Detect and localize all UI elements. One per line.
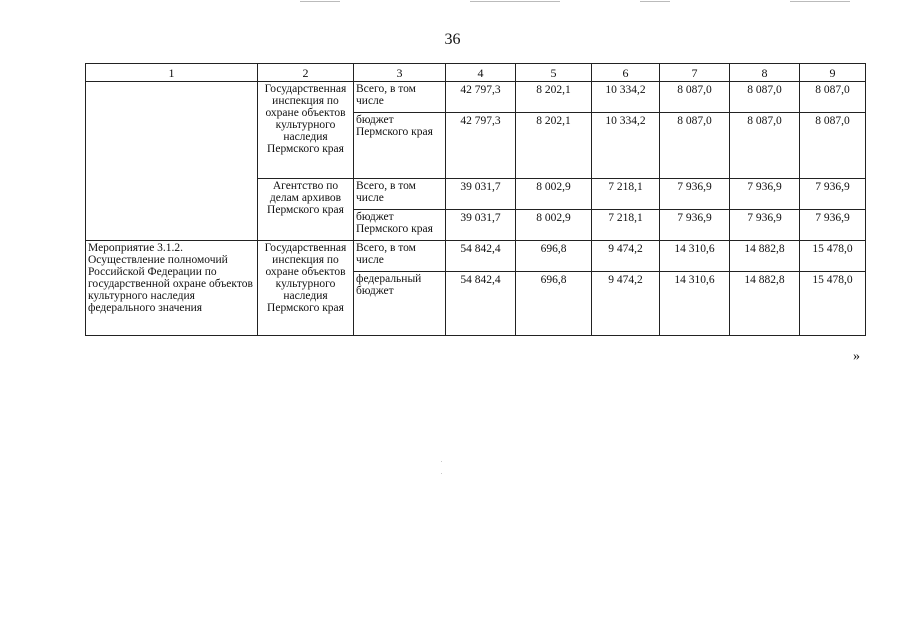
value-cell: 10 334,2 (592, 113, 660, 179)
column-header: 6 (592, 64, 660, 82)
column-header: 9 (800, 64, 866, 82)
executor-cell: Государственная инспекция по охране объектов культурного наследия Пермского края (258, 241, 354, 336)
value-cell: 8 087,0 (730, 113, 800, 179)
scan-artifact (300, 1, 340, 2)
value-cell: 54 842,4 (446, 241, 516, 272)
measure-cell (86, 82, 258, 241)
value-cell: 14 882,8 (730, 272, 800, 336)
value-cell: 8 002,9 (516, 210, 592, 241)
value-cell: 7 936,9 (660, 210, 730, 241)
value-cell: 54 842,4 (446, 272, 516, 336)
source-cell: Всего, в том числе (354, 82, 446, 113)
value-cell: 8 202,1 (516, 82, 592, 113)
budget-table (85, 63, 866, 336)
value-cell: 8 087,0 (730, 82, 800, 113)
closing-quote: » (853, 349, 860, 364)
value-cell: 696,8 (516, 272, 592, 336)
column-header: 3 (354, 64, 446, 82)
value-cell: 39 031,7 (446, 179, 516, 210)
value-cell: 7 218,1 (592, 179, 660, 210)
value-cell: 9 474,2 (592, 272, 660, 336)
value-cell: 8 202,1 (516, 113, 592, 179)
scan-artifact (441, 473, 442, 474)
value-cell: 7 936,9 (730, 179, 800, 210)
scan-artifact (470, 1, 560, 2)
value-cell: 696,8 (516, 241, 592, 272)
scan-artifact (441, 461, 442, 462)
column-header: 8 (730, 64, 800, 82)
value-cell: 8 087,0 (800, 82, 866, 113)
value-cell: 7 218,1 (592, 210, 660, 241)
column-header: 5 (516, 64, 592, 82)
column-header: 4 (446, 64, 516, 82)
column-header: 2 (258, 64, 354, 82)
executor-cell: Агентство по делам архивов Пермского края (258, 179, 354, 241)
source-cell: бюджет Пермского края (354, 210, 446, 241)
source-cell: Всего, в том числе (354, 241, 446, 272)
value-cell: 8 087,0 (800, 113, 866, 179)
page-number: 36 (444, 31, 461, 48)
column-header: 1 (86, 64, 258, 82)
value-cell: 42 797,3 (446, 113, 516, 179)
value-cell: 15 478,0 (800, 241, 866, 272)
value-cell: 8 087,0 (660, 113, 730, 179)
measure-cell: Мероприятие 3.1.2. Осуществление полномочий Российской Федерации по государственной охране объектов культурного наследия федерального значения (86, 241, 258, 336)
table-header-row (86, 64, 866, 82)
value-cell: 10 334,2 (592, 82, 660, 113)
scan-artifact (790, 1, 850, 2)
value-cell: 8 087,0 (660, 82, 730, 113)
value-cell: 7 936,9 (730, 210, 800, 241)
value-cell: 14 310,6 (660, 272, 730, 336)
value-cell: 14 882,8 (730, 241, 800, 272)
scan-artifact (640, 1, 670, 2)
value-cell: 7 936,9 (800, 179, 866, 210)
value-cell: 7 936,9 (800, 210, 866, 241)
executor-cell: Государственная инспекция по охране объектов культурного наследия Пермского края (258, 82, 354, 179)
value-cell: 42 797,3 (446, 82, 516, 113)
value-cell: 39 031,7 (446, 210, 516, 241)
value-cell: 14 310,6 (660, 241, 730, 272)
column-header: 7 (660, 64, 730, 82)
value-cell: 15 478,0 (800, 272, 866, 336)
table-row (86, 241, 866, 272)
table-row (86, 82, 866, 113)
source-cell: федеральный бюджет (354, 272, 446, 336)
value-cell: 8 002,9 (516, 179, 592, 210)
source-cell: бюджет Пермского края (354, 113, 446, 179)
source-cell: Всего, в том числе (354, 179, 446, 210)
value-cell: 7 936,9 (660, 179, 730, 210)
value-cell: 9 474,2 (592, 241, 660, 272)
